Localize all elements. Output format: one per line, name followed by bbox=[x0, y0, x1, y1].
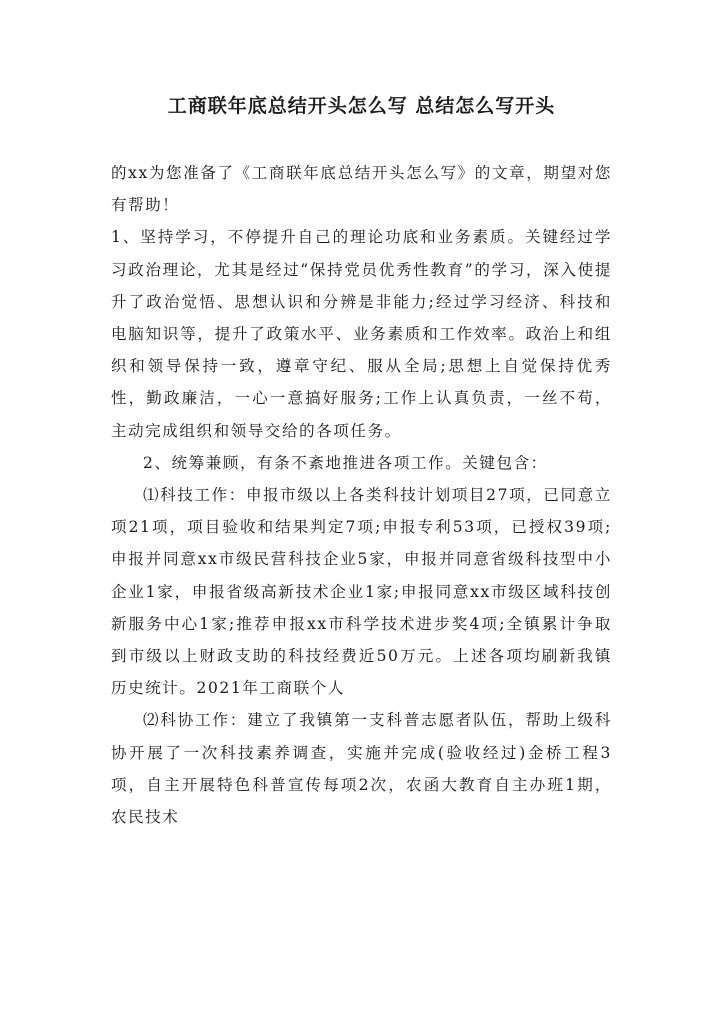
paragraph-overall-planning: 2、统筹兼顾，有条不紊地推进各项工作。关键包含： bbox=[143, 453, 548, 472]
document-title: 工商联年底总结开头怎么写 总结怎么写开头 bbox=[167, 95, 556, 117]
document-body bbox=[111, 157, 612, 833]
paragraph-tech-work: ⑴科技工作：申报市级以上各类科技计划项目27项，已同意立项21项，项目验收和结果判定7项;申报专利53项，已授权39项;申报并同意xx市级民营科技企业5家，申报并同意省级科技型中小企业1家，申报省级高新技术企业1家;申报同意xx市级区域科技创新服务中心1家;推荐申报xx市科学技术进步奖4项;全镇累计争取到市级以上财政支助的科技经费近50万元。上述各项均刷新我镇历史统计。2021年工商联个人 bbox=[111, 486, 612, 698]
paragraph-intro: 的xx为您准备了《工商联年底总结开头怎么写》的文章，期望对您有帮助！ bbox=[111, 164, 612, 215]
paragraph-sci-assoc-work: ⑵科协工作：建立了我镇第一支科普志愿者队伍，帮助上级科协开展了一次科技素养调查，实施并完成(验收经过)金桥工程3项，自主开展特色科普宣传每项2次，农函大教育自主办班1期，农民技术 bbox=[111, 711, 612, 827]
paragraph-study: 1、坚持学习，不停提升自己的理论功底和业务素质。关键经过学习政治理论，尤其是经过“保持党员优秀性教育”的学习，深入使提升了政治觉悟、思想认识和分辨是非能力;经过学习经济、科技和电脑知识等，提升了政策水平、业务素质和工作效率。政治上和组织和领导保持一致，遵章守纪、服从全局;思想上自觉保持优秀性，勤政廉洁，一心一意搞好服务;工作上认真负责，一丝不苟，主动完成组织和领导交给的各项任务。 bbox=[111, 228, 612, 440]
